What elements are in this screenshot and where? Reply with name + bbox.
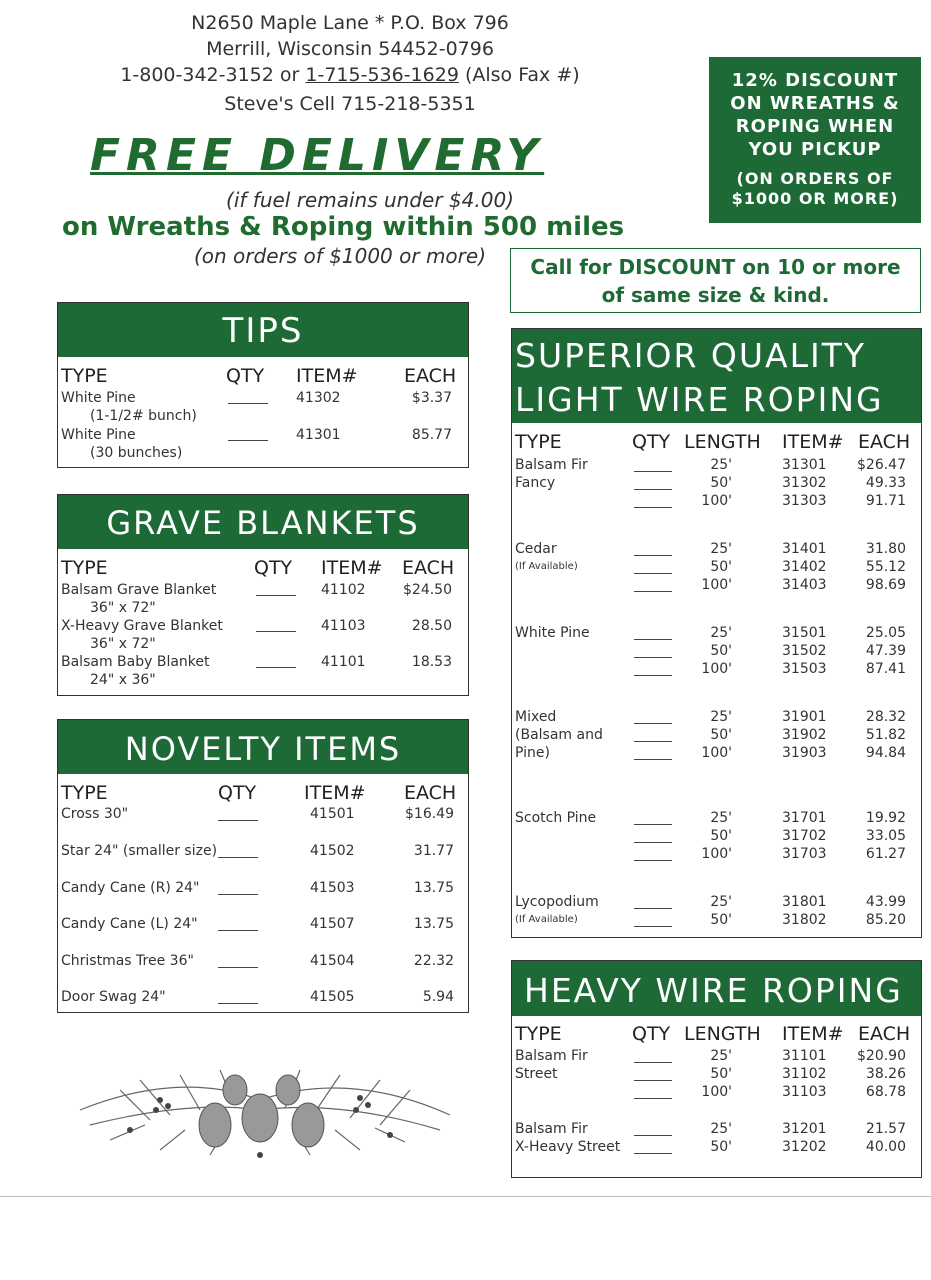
- novelty-row-each: 31.77: [413, 843, 454, 859]
- light-group-type: Lycopodium: [515, 894, 599, 910]
- address-line-2: Merrill, Wisconsin 54452-0796: [206, 38, 494, 60]
- novelty-title: NOVELTY ITEMS: [58, 720, 468, 774]
- light-length: 100': [701, 846, 732, 862]
- heavy-length: 25': [710, 1121, 732, 1137]
- light-group-type: Mixed: [515, 709, 557, 725]
- light-qty-blank: [634, 489, 672, 490]
- orders-note: (on orders of $1000 or more): [193, 244, 486, 268]
- novelty-col-each: EACH: [404, 782, 457, 804]
- light-qty-blank: [634, 507, 672, 508]
- light-price: 85.20: [865, 912, 906, 928]
- grave-row-type: X-Heavy Grave Blanket: [61, 618, 223, 634]
- light-group-type: Fancy: [515, 475, 556, 491]
- light-price: 98.69: [865, 577, 906, 593]
- grave-row-item: 41102: [321, 582, 366, 598]
- heavy-title: HEAVY WIRE ROPING: [512, 961, 921, 1016]
- light-price: 28.32: [865, 709, 906, 725]
- novelty-col-qty: QTY: [218, 782, 257, 804]
- promo-line-1: 12% DISCOUNT: [731, 70, 899, 91]
- tips-row-item: 41301: [296, 427, 341, 443]
- call-line-2: of same size & kind.: [601, 283, 830, 307]
- tips-row-each: 85.77: [411, 427, 452, 443]
- grave-row-item: 41101: [321, 654, 366, 670]
- novelty-row-each: 22.32: [413, 953, 454, 969]
- heavy-col-each: EACH: [858, 1023, 911, 1045]
- light-qty-blank: [634, 639, 672, 640]
- light-qty-blank: [634, 471, 672, 472]
- page-bottom-rule: [0, 1196, 931, 1197]
- light-length: 100': [701, 745, 732, 761]
- heavy-price: 68.78: [865, 1084, 906, 1100]
- light-qty-blank: [634, 908, 672, 909]
- light-price: 87.41: [865, 661, 906, 677]
- light-price: 33.05: [865, 828, 906, 844]
- light-length: 25': [710, 541, 732, 557]
- novelty-qty-blank: [218, 930, 258, 931]
- light-price: 49.33: [865, 475, 906, 491]
- novelty-row-type: Candy Cane (L) 24": [61, 916, 198, 932]
- heavy-length: 50': [710, 1066, 732, 1082]
- novelty-section: [57, 719, 469, 1013]
- promo-sub-1: (ON ORDERS OF: [736, 169, 894, 188]
- light-item-number: 31401: [782, 541, 827, 557]
- grave-row-size: 36" x 72": [90, 600, 156, 616]
- light-length: 25': [710, 709, 732, 725]
- grave-row-size: 24" x 36": [90, 672, 156, 688]
- light-length: 25': [710, 894, 732, 910]
- light-wire-roping-section: [511, 328, 922, 938]
- heavy-item-number: 31202: [782, 1139, 827, 1155]
- light-length: 50': [710, 643, 732, 659]
- heavy-group-type: Balsam Fir: [515, 1048, 588, 1064]
- light-col-length: LENGTH: [684, 431, 761, 453]
- light-qty-blank: [634, 759, 672, 760]
- call-line-1: Call for DISCOUNT on 10 or more: [530, 255, 901, 279]
- grave-row-each: $24.50: [403, 582, 452, 598]
- heavy-price: 40.00: [865, 1139, 906, 1155]
- tips-qty-blank: [228, 440, 268, 441]
- light-price: 51.82: [865, 727, 906, 743]
- novelty-row-type: Christmas Tree 36": [61, 953, 194, 969]
- heavy-price: $20.90: [857, 1048, 906, 1064]
- tips-row-type: White Pine: [61, 427, 136, 443]
- promo-line-4: YOU PICKUP: [748, 139, 882, 160]
- light-length: 100': [701, 493, 732, 509]
- light-item-number: 31501: [782, 625, 827, 641]
- heavy-price: 21.57: [865, 1121, 906, 1137]
- light-price: 55.12: [865, 559, 906, 575]
- novelty-row-item: 41504: [310, 953, 355, 969]
- novelty-row-type: Candy Cane (R) 24": [61, 880, 200, 896]
- promo-sub-2: $1000 OR MORE): [731, 189, 899, 208]
- phone-line: [80, 62, 620, 88]
- promo-line-3: ROPING WHEN: [735, 116, 895, 137]
- address-line-1: N2650 Maple Lane * P.O. Box 796: [191, 12, 509, 34]
- heavy-length: 100': [701, 1084, 732, 1100]
- phone-fax-note: (Also Fax #): [458, 64, 580, 86]
- quantity-discount-box: [510, 248, 921, 313]
- delivery-range: on Wreaths & Roping within 500 miles: [62, 212, 625, 242]
- grave-qty-blank: [256, 631, 296, 632]
- tips-section: [57, 302, 469, 468]
- novelty-row-each: 13.75: [413, 880, 454, 896]
- tips-row-type: White Pine: [61, 390, 136, 406]
- novelty-row-type: Door Swag 24": [61, 989, 166, 1005]
- light-qty-blank: [634, 573, 672, 574]
- light-length: 50': [710, 475, 732, 491]
- novelty-qty-blank: [218, 820, 258, 821]
- heavy-qty-blank: [634, 1098, 672, 1099]
- heavy-qty-blank: [634, 1062, 672, 1063]
- heavy-group-type: Balsam Fir: [515, 1121, 588, 1137]
- promo-line-2: ON WREATHS &: [730, 93, 900, 114]
- heavy-wire-roping-section: [511, 960, 922, 1178]
- light-price: $26.47: [857, 457, 906, 473]
- tips-col-item: ITEM#: [296, 365, 358, 387]
- light-group-type: Cedar: [515, 541, 557, 557]
- light-qty-blank: [634, 926, 672, 927]
- light-group-type: (Balsam and: [515, 727, 603, 743]
- grave-row-each: 28.50: [411, 618, 452, 634]
- light-item-number: 31701: [782, 810, 827, 826]
- heavy-col-qty: QTY: [632, 1023, 671, 1045]
- light-length: 50': [710, 727, 732, 743]
- light-item-number: 31801: [782, 894, 827, 910]
- light-length: 100': [701, 577, 732, 593]
- novelty-row-item: 41501: [310, 806, 355, 822]
- pickup-discount-box: [709, 57, 921, 223]
- light-price: 94.84: [865, 745, 906, 761]
- light-group-type: Pine): [515, 745, 550, 761]
- light-group-type: White Pine: [515, 625, 590, 641]
- light-item-number: 31402: [782, 559, 827, 575]
- novelty-row-item: 41507: [310, 916, 355, 932]
- light-item-number: 31901: [782, 709, 827, 725]
- tips-col-type: TYPE: [61, 365, 108, 387]
- heavy-qty-blank: [634, 1153, 672, 1154]
- light-title-1: SUPERIOR QUALITY: [515, 336, 867, 375]
- grave-title: GRAVE BLANKETS: [58, 495, 468, 549]
- light-price: 31.80: [865, 541, 906, 557]
- heavy-price: 38.26: [865, 1066, 906, 1082]
- heavy-group-type: Street: [515, 1066, 558, 1082]
- light-length: 25': [710, 625, 732, 641]
- light-col-item: ITEM#: [782, 431, 844, 453]
- grave-row-each: 18.53: [411, 654, 452, 670]
- novelty-qty-blank: [218, 967, 258, 968]
- light-item-number: 31702: [782, 828, 827, 844]
- heavy-item-number: 31102: [782, 1066, 827, 1082]
- light-qty-blank: [634, 675, 672, 676]
- light-qty-blank: [634, 555, 672, 556]
- light-qty-blank: [634, 824, 672, 825]
- light-item-number: 31302: [782, 475, 827, 491]
- light-price: 25.05: [865, 625, 906, 641]
- novelty-col-item: ITEM#: [304, 782, 366, 804]
- novelty-row-item: 41502: [310, 843, 355, 859]
- light-qty-blank: [634, 860, 672, 861]
- novelty-qty-blank: [218, 894, 258, 895]
- grave-col-qty: QTY: [254, 557, 293, 579]
- light-group-type: Balsam Fir: [515, 457, 588, 473]
- light-item-number: 31303: [782, 493, 827, 509]
- tips-row-sub: (1-1/2# bunch): [90, 408, 197, 424]
- tips-row-sub: (30 bunches): [90, 445, 183, 461]
- free-delivery-title: FREE DELIVERY: [90, 130, 545, 181]
- light-roping-header: [512, 329, 921, 423]
- light-price: 43.99: [865, 894, 906, 910]
- light-qty-blank: [634, 842, 672, 843]
- light-item-number: 31802: [782, 912, 827, 928]
- light-length: 50': [710, 828, 732, 844]
- grave-qty-blank: [256, 667, 296, 668]
- grave-col-type: TYPE: [61, 557, 108, 579]
- grave-row-size: 36" x 72": [90, 636, 156, 652]
- tips-col-qty: QTY: [226, 365, 265, 387]
- heavy-col-item: ITEM#: [782, 1023, 844, 1045]
- grave-col-each: EACH: [402, 557, 455, 579]
- light-price: 91.71: [865, 493, 906, 509]
- light-qty-blank: [634, 657, 672, 658]
- novelty-row-each: 5.94: [422, 989, 454, 1005]
- novelty-row-item: 41503: [310, 880, 355, 896]
- heavy-item-number: 31201: [782, 1121, 827, 1137]
- novelty-row-type: Star 24" (smaller size): [61, 843, 218, 859]
- novelty-row-each: $16.49: [405, 806, 454, 822]
- tips-title: TIPS: [58, 303, 468, 357]
- light-price: 19.92: [865, 810, 906, 826]
- light-col-type: TYPE: [515, 431, 562, 453]
- tips-row-item: 41302: [296, 390, 341, 406]
- phone-tollfree: 1-800-342-3152 or: [120, 64, 306, 86]
- cell-phone: Steve's Cell 715-218-5351: [224, 93, 476, 115]
- grave-row-item: 41103: [321, 618, 366, 634]
- heavy-qty-blank: [634, 1080, 672, 1081]
- novelty-row-item: 41505: [310, 989, 355, 1005]
- tips-col-each: EACH: [404, 365, 457, 387]
- light-group-type: Scotch Pine: [515, 810, 597, 826]
- light-item-number: 31703: [782, 846, 827, 862]
- grave-row-type: Balsam Baby Blanket: [61, 654, 210, 670]
- light-item-number: 31301: [782, 457, 827, 473]
- light-availability-note: (If Available): [515, 914, 578, 925]
- fuel-note: (if fuel remains under $4.00): [226, 188, 514, 212]
- light-length: 25': [710, 810, 732, 826]
- heavy-group-type: X-Heavy Street: [515, 1139, 621, 1155]
- tips-row-each: $3.37: [411, 390, 452, 406]
- grave-qty-blank: [256, 595, 296, 596]
- light-availability-note: (If Available): [515, 561, 578, 572]
- light-qty-blank: [634, 591, 672, 592]
- novelty-row-each: 13.75: [413, 916, 454, 932]
- light-length: 50': [710, 559, 732, 575]
- light-price: 47.39: [865, 643, 906, 659]
- light-item-number: 31902: [782, 727, 827, 743]
- light-item-number: 31502: [782, 643, 827, 659]
- heavy-item-number: 31103: [782, 1084, 827, 1100]
- novelty-qty-blank: [218, 1003, 258, 1004]
- light-price: 61.27: [865, 846, 906, 862]
- phone-fax: 1-715-536-1629: [305, 64, 459, 86]
- novelty-row-type: Cross 30": [61, 806, 129, 822]
- heavy-length: 25': [710, 1048, 732, 1064]
- light-item-number: 31903: [782, 745, 827, 761]
- heavy-item-number: 31101: [782, 1048, 827, 1064]
- pine-swag-illustration: [60, 1030, 460, 1170]
- heavy-col-type: TYPE: [515, 1023, 562, 1045]
- light-item-number: 31403: [782, 577, 827, 593]
- light-qty-blank: [634, 723, 672, 724]
- light-length: 100': [701, 661, 732, 677]
- heavy-col-length: LENGTH: [684, 1023, 761, 1045]
- novelty-col-type: TYPE: [61, 782, 108, 804]
- light-length: 25': [710, 457, 732, 473]
- grave-col-item: ITEM#: [321, 557, 383, 579]
- grave-blankets-section: [57, 494, 469, 696]
- light-length: 50': [710, 912, 732, 928]
- heavy-length: 50': [710, 1139, 732, 1155]
- light-item-number: 31503: [782, 661, 827, 677]
- grave-row-type: Balsam Grave Blanket: [61, 582, 217, 598]
- light-col-qty: QTY: [632, 431, 671, 453]
- light-title-2: LIGHT WIRE ROPING: [515, 380, 884, 419]
- novelty-qty-blank: [218, 857, 258, 858]
- tips-qty-blank: [228, 403, 268, 404]
- light-col-each: EACH: [858, 431, 911, 453]
- heavy-qty-blank: [634, 1135, 672, 1136]
- light-qty-blank: [634, 741, 672, 742]
